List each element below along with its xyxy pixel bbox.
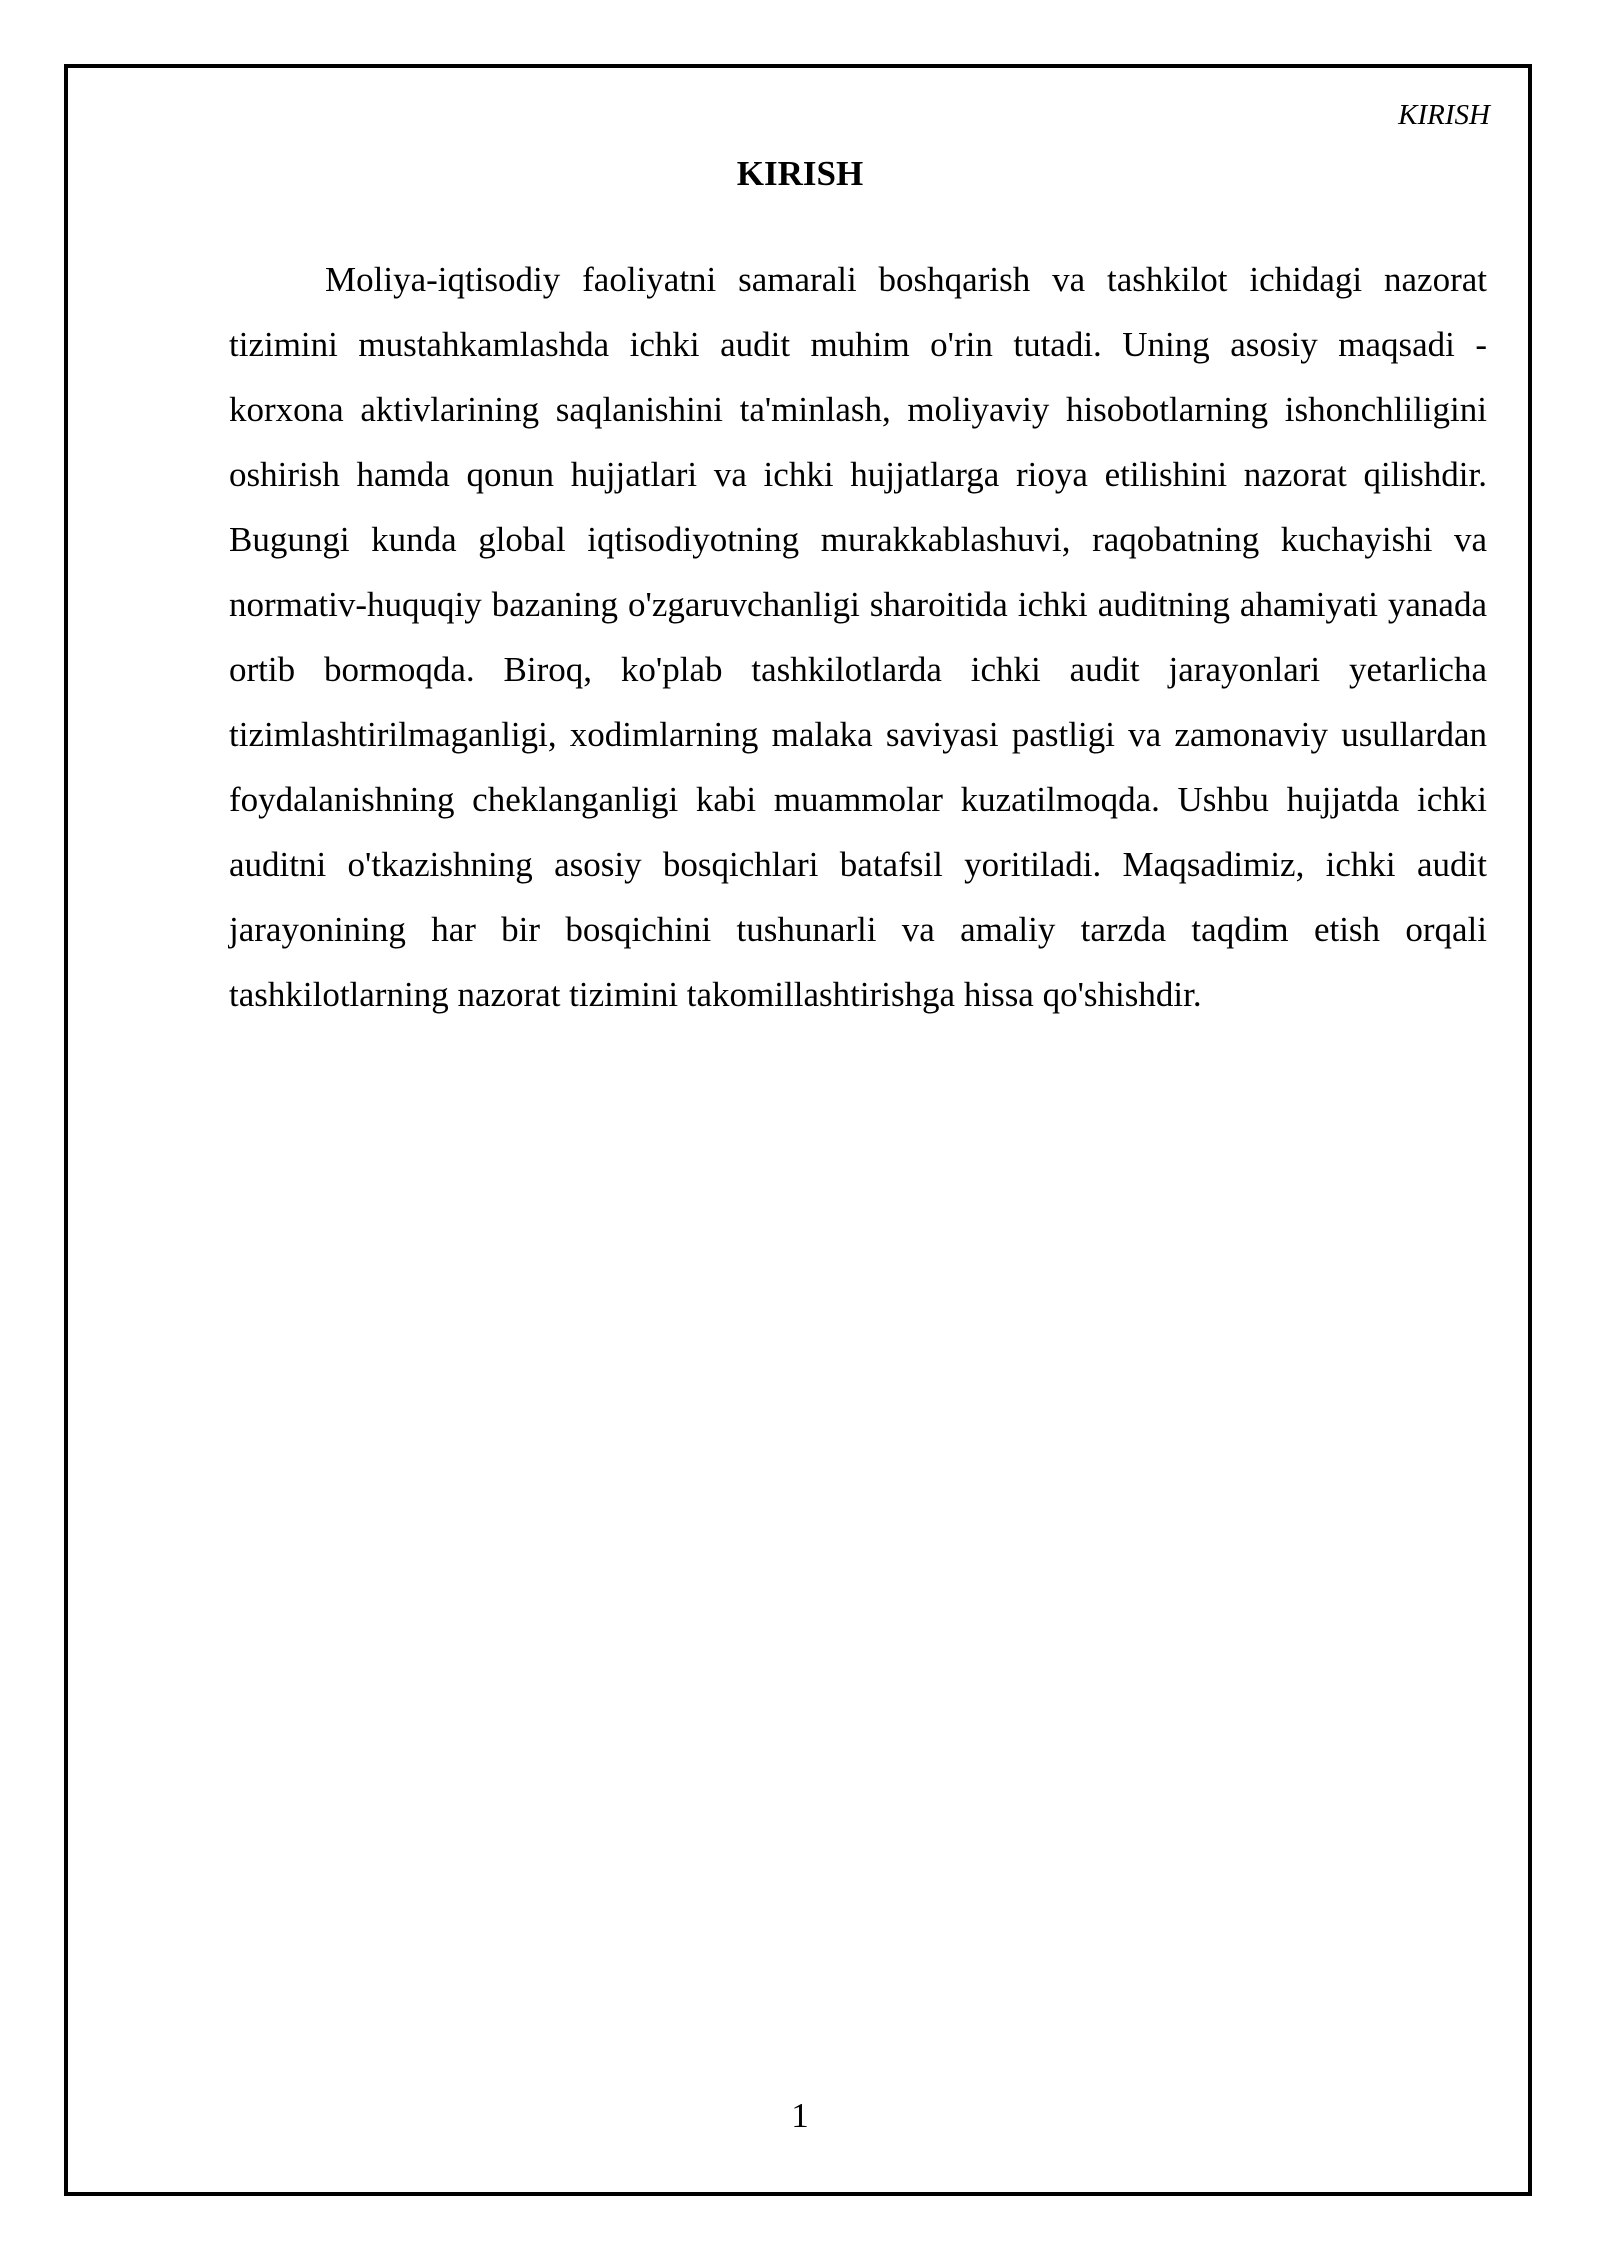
running-header: KIRISH xyxy=(1398,99,1490,131)
page-number: 1 xyxy=(791,2096,809,2135)
body-paragraph: Moliya-iqtisodiy faoliyatni samarali boshqarish va tashkilot ichidagi nazorat tizimini mustahkamlashda ichki audit muhim o'rin tutadi. Uning asosiy maqsadi - korxona aktivlarining saqlanishini ta'minlash, moliyaviy hisobotlarning ishonchliligini oshirish hamda qonun hujjatlari va ichki hujjatlarga rioya etilishini nazorat qilishdir. Bugungi kunda global iqtisodiyotning murakkablashuvi, raqobatning kuchayishi va normativ-huquqiy bazaning o'zgaruvchanligi sharoitida ichki auditning ahamiyati yanada ortib bormoqda. Biroq, ko'plab tashkilotlarda ichki audit jarayonlari yetarlicha tizimlashtirilmaganligi, xodimlarning malaka saviyasi pastligi va zamonaviy usullardan foydalanishning cheklanganligi kabi muammolar kuzatilmoqda. Ushbu hujjatda ichki auditni o'tkazishning asosiy bosqichlari batafsil yoritiladi. Maqsadimiz, ichki audit jarayonining har bir bosqichini tushunarli va amaliy tarzda taqdim etish orqali tashkilotlarning nazorat tizimini takomillashtirishga hissa qo'shishdir. xyxy=(229,260,1487,1014)
page-title: KIRISH xyxy=(736,154,864,193)
